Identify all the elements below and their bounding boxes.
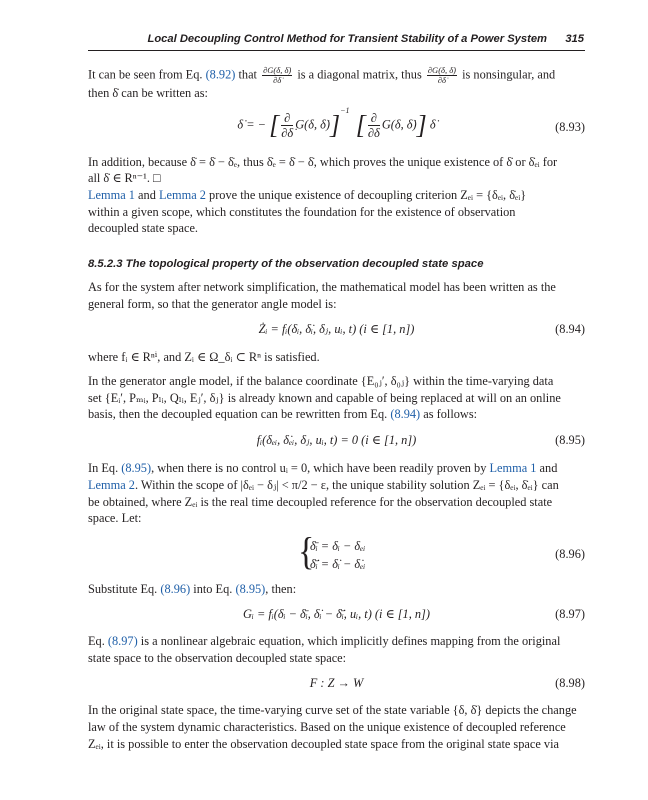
text: is a diagonal matrix, thus — [294, 67, 425, 82]
eq-ref-link[interactable]: (8.94) — [390, 407, 421, 421]
paragraph-3-line-3: decoupled state space. — [88, 221, 199, 235]
equation-body: Żᵢ = fᵢ(δᵢ, δ̇ᵢ, δⱼ, uᵢ, t) (i ∈ [1, n]) — [258, 322, 415, 336]
section-heading: 8.5.2.3 The topological property of the observation decoupled state space — [88, 258, 484, 270]
paragraph-3-line-1 — [88, 188, 526, 202]
text: that — [235, 67, 261, 82]
frac-num: ∂G(δ, δ̇) — [263, 65, 292, 75]
lemma-2-link[interactable]: Lemma 2 — [88, 478, 135, 492]
frac-num: ∂ — [368, 111, 380, 126]
left-brace-icon: { — [298, 531, 315, 574]
equation-body: F : Z → W — [309, 676, 364, 690]
text: . Within the scope of |δₑᵢ − δⱼ| < π/2 − ε, the unique stability solution Zₑᵢ = {δₑᵢ, δ̇ₑᵢ} can — [134, 478, 559, 492]
paragraph-7-line-1 — [88, 461, 557, 475]
eq-ref-link[interactable]: (8.95) — [235, 582, 266, 596]
paragraph-7-line-4: space. Let: — [88, 511, 142, 525]
equation-number: (8.93) — [555, 120, 585, 134]
paragraph-10-line-2: law of the system dynamic characteristics. Based on the unique existence of decoupled reference — [88, 720, 566, 734]
eq-term: G(δ, δ̇) — [295, 117, 330, 132]
paragraph-1-line-2: then δ̇ can be written as: — [88, 86, 208, 100]
equation-8-95 — [88, 433, 585, 451]
equation-body — [88, 106, 585, 140]
text: is a nonlinear algebraic equation, which implicitly defines mapping from the original — [137, 634, 561, 648]
paragraph-10-line-1: In the original state space, the time-varying curve set of the state variable {δ, δ̇} depicts the change — [88, 703, 577, 717]
eq-ref-link[interactable]: (8.97) — [107, 634, 138, 648]
equation-8-97 — [88, 607, 585, 625]
frac-den: ∂δ — [367, 126, 380, 140]
partial-fraction — [262, 66, 292, 85]
text: In Eq. — [88, 461, 122, 475]
equation-body: fᵢ(δₑᵢ, δ̇ₑᵢ, δⱼ, uᵢ, t) = 0 (i ∈ [1, n]) — [256, 433, 417, 447]
partial-fraction — [368, 111, 380, 140]
text: , then: — [265, 582, 297, 596]
equation-number: (8.97) — [555, 607, 585, 621]
text: and — [134, 188, 159, 202]
bracket-close-icon: ] — [330, 110, 341, 140]
lemma-1-link[interactable]: Lemma 1 — [88, 188, 135, 202]
eq-lhs: δ̇ = − — [237, 117, 266, 132]
frac-den: ∂δ̇ — [437, 75, 447, 85]
frac-num: ∂G(δ, δ̇) — [427, 65, 457, 75]
paragraph-2-line-2: all δ̇ ∈ Rⁿ⁻¹. □ — [88, 171, 161, 185]
equation-8-94 — [88, 322, 585, 340]
inverse-exponent: −1 — [340, 106, 350, 116]
equation-body: Gᵢ = fᵢ(δᵢ − δ̄ᵢ, δ̇ᵢ − δ̄̇ᵢ, uᵢ, t) (i ∈ [1, n]) — [243, 607, 430, 621]
running-header — [88, 31, 585, 51]
paragraph-5-line-1: where fᵢ ∈ Rⁿⁱ, and Zᵢ ∈ Ω_δᵢ ⊂ Rⁿ is satisfied. — [88, 350, 320, 364]
eq-ref-link[interactable]: (8.96) — [160, 582, 191, 596]
equation-8-93 — [88, 106, 585, 145]
paragraph-4-line-1: As for the system after network simplification, the mathematical model has been written as the — [88, 280, 556, 294]
equation-number: (8.95) — [555, 433, 585, 447]
eq-term: δ̇ — [429, 117, 436, 132]
equation-8-96 — [88, 547, 585, 565]
partial-fraction — [427, 66, 457, 85]
paragraph-2-line-1: In addition, because δ̇ = δ̇ − δ̇ₑ, thus δ̇ₑ = δ̇ − δ̇, which proves the unique existence of δ̇ or δ̇ₑᵢ for — [88, 155, 558, 169]
page-number: 315 — [565, 33, 584, 45]
paragraph-9-line-1 — [88, 634, 560, 648]
paragraph-8-line-1 — [88, 582, 296, 596]
equation-8-98 — [88, 676, 585, 694]
text: prove the unique existence of decoupling criterion Zₑᵢ = {δₑᵢ, δ̇ₑᵢ} — [205, 188, 527, 202]
equation-8-96-line-1: δ̄ᵢ = δᵢ − δₑᵢ — [310, 539, 366, 553]
text: as follows: — [420, 407, 478, 421]
bracket-close-icon: ] — [416, 110, 427, 140]
eq-ref-link[interactable]: (8.92) — [205, 67, 236, 82]
running-title: Local Decoupling Control Method for Transient Stability of a Power System — [147, 33, 547, 45]
text: , when there is no control uᵢ = 0, which have been readily proven by — [151, 461, 490, 475]
text: is nonsingular, and — [459, 67, 556, 82]
lemma-2-link[interactable]: Lemma 2 — [158, 188, 206, 202]
frac-num: ∂ — [281, 111, 293, 126]
paragraph-3-line-2: within a given scope, which constitutes the foundation for the existence of observation — [88, 205, 516, 219]
text: into Eq. — [190, 582, 236, 596]
equation-8-96-line-2: δ̄̇ᵢ = δ̇ᵢ − δ̇ₑᵢ — [310, 557, 366, 571]
text: Eq. — [88, 634, 108, 648]
equation-number: (8.96) — [555, 547, 585, 561]
lemma-1-link[interactable]: Lemma 1 — [489, 461, 537, 475]
eq-ref-link[interactable]: (8.95) — [121, 461, 152, 475]
paragraph-10-line-3: Zₑᵢ, it is possible to enter the observation decoupled state space from the original state space via — [88, 737, 560, 751]
bracket-open-icon: [ — [355, 110, 366, 140]
partial-fraction — [281, 111, 293, 140]
paragraph-4-line-2: general form, so that the generator angle model is: — [88, 297, 337, 311]
text: and — [536, 461, 558, 475]
text: basis, then the decoupled equation can be rewritten from Eq. — [88, 407, 391, 421]
eq-term: G(δ, δ̇) — [381, 117, 417, 132]
paragraph-6-line-3 — [88, 407, 477, 421]
bracket-open-icon: [ — [269, 110, 280, 140]
header-rule — [88, 50, 585, 51]
paragraph-7-line-3: be obtained, where Zₑᵢ is the real time decoupled reference for the observation decoupled state — [88, 495, 553, 509]
frac-den: ∂δ̇ — [281, 126, 294, 140]
frac-den: ∂δ̇ — [273, 75, 282, 85]
text: It can be seen from Eq. — [88, 67, 206, 82]
equation-number: (8.94) — [555, 322, 585, 336]
equation-number: (8.98) — [555, 676, 585, 690]
paragraph-1-line-1 — [88, 66, 555, 85]
paragraph-6-line-2: set {Eᵢ′, Pₘᵢ, Pₗᵢ, Qₗᵢ, Eⱼ′, δⱼ} is already known and capable of being replaced at will on an online — [88, 391, 561, 405]
paragraph-9-line-2: state space to the observation decoupled state space: — [88, 651, 347, 665]
paragraph-6-line-1: In the generator angle model, if the balance coordinate {E₀ⱼ′, δ₀ⱼ} within the time-varying data — [88, 374, 554, 388]
paragraph-7-line-2 — [88, 478, 559, 492]
text: Substitute Eq. — [88, 582, 161, 596]
